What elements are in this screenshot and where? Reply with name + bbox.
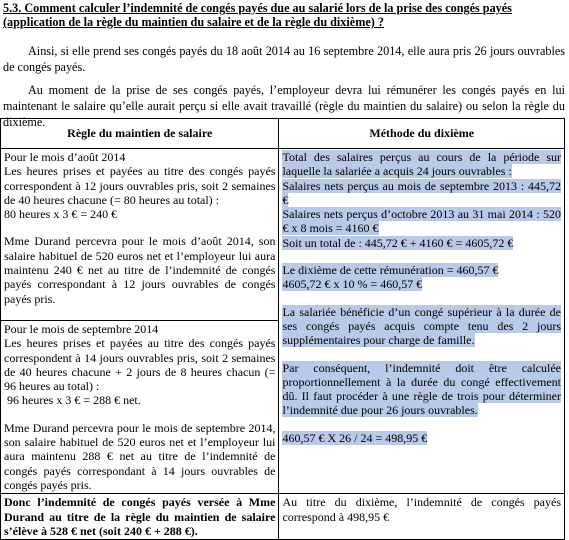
september-title: Pour le mois de septembre 2014 [4, 322, 159, 336]
august-hours: Les heures prises et payées au titre des congés payés correspondent à 12 jours ouvrables pris, soit 2 semaines de 40 heures chacune (= 80 heures au total) : [4, 164, 276, 207]
august-calc: 80 heures x 3 € = 240 € [4, 207, 118, 222]
right-oct-may-salary: Salaires nets perçus d’octobre 2013 au 31 mai 2014 : 520 € x 8 mois = 4160 € [282, 207, 561, 236]
right-tenth-calc: 4605,72 € x 10 % = 460,57 € [282, 277, 423, 292]
right-total-intro: Total des salaires perçus au cours de la période sur laquelle la salariée a acquis 24 jours ouvrables : [282, 150, 561, 179]
cell-august [1, 149, 279, 321]
right-tenth: Le dixième de cette rémunération = 460,57 € [282, 263, 499, 278]
august-title: Pour le mois d’août 2014 [4, 150, 126, 164]
september-summary: Mme Durand percevra pour le mois de septembre 2014, son salaire habituel de 520 euros net et l’employeur lui aura maintenu 288 € net au titre de l’indemnité de congés payés correspondant à 14 jours ouvrables de congés payés pris. [4, 420, 276, 492]
august-summary: Mme Durand percevra pour le mois d’août 2014, son salaire habituel de 520 euros net et l’employeur lui aura maintenu 240 € net au titre de l’indemnité de congés payés correspondant à 12 jours ouvrables de congés payés pris. [4, 234, 276, 306]
section-heading: 5.3. Comment calculer l’indemnité de congés payés due au salarié lors de la prise des congés payés (application de la règle du maintien du salaire et de la règle du dixième) ? [3, 1, 512, 29]
header-dixieme: Méthode du dixième [279, 119, 565, 149]
footer-dixieme: Au titre du dixième, l’indemnité de congés payés correspond à 498,95 € [279, 494, 565, 540]
header-maintien: Règle du maintien de salaire [1, 119, 279, 149]
right-final-calc: 460,57 € X 26 / 24 = 498,95 € [282, 430, 428, 445]
right-sept-salary: Salaires nets perçus au mois de septembre 2013 : 445,72 € [282, 178, 561, 207]
right-total: Soit un total de : 445,72 € + 4160 € = 4605,72 € [282, 235, 514, 250]
cell-dixieme [279, 149, 565, 494]
right-proportional: Par conséquent, l’indemnité doit être calculée proportionnellement à la durée du congé effectivement dû. Il faut procéder à une règle de trois pour déterminer l’indemnité due pour 26 jours ouvrables. [282, 360, 561, 418]
september-hours: Les heures prises et payées au titre des congés payés correspondent à 14 jours ouvrables pris, soit 2 semaines de 40 heures chacune + 2 jours de 8 heures chacun (= 96 heures au total) : [4, 336, 276, 394]
method-paragraph: Au moment de la prise de ses congés payés, l’employeur devra lui rémunérer les congés payés en lui maintenant le salaire qu’elle aurait perçu si elle avait travaillé (règle du maintien du salaire) ou selon la règle du dixième. [3, 83, 565, 129]
footer-maintien: Donc l’indemnité de congés payés versée à Mme Durand au titre de la règle du maintien de salaire s’élève à 528 € net (soit 240 € + 288 €). [1, 494, 279, 540]
comparison-table [0, 118, 565, 540]
intro-paragraph: Ainsi, si elle prend ses congés payés du 18 août 2014 au 16 septembre 2014, elle aura pris 26 jours ouvrables de congés payés. [3, 44, 565, 74]
cell-september [1, 321, 279, 494]
september-calc: 96 heures x 3 € = 288 € net. [7, 393, 141, 408]
right-extra-days: La salariée bénéficie d’un congé supérieur à la durée de ses congés payés acquis compte tenu des 2 jours supplémentaires pour charge de famille. [282, 304, 561, 348]
